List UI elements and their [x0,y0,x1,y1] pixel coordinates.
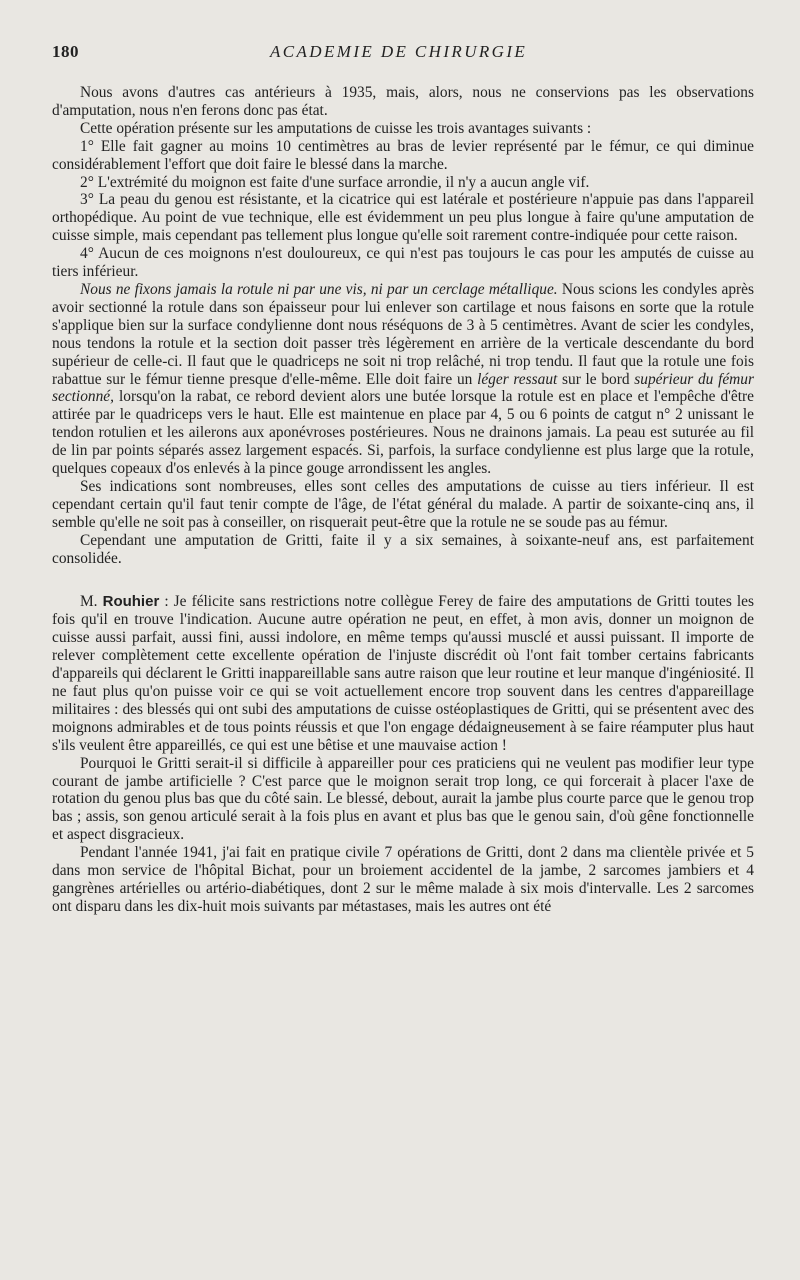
paragraph: 3° La peau du genou est résistante, et la cicatrice qui est latérale et postérieure n'appuie pas dans l'appareil orthopédique. Au point de vue technique, elle est évidemment un peu plus longue à faire qu'une amputation de cuisse simple, mais cependant pas tellement plus longue qu'elle soit rarement contre-indiquée pour cette raison. [52,191,754,245]
paragraph: 1° Elle fait gagner au moins 10 centimètres au bras de levier représenté par le fémur, ce qui diminue considérablement l'effort que doit faire le blessé dans la marche. [52,137,754,173]
speaker-name: Rouhier [102,593,160,611]
italic-text: léger ressaut [477,370,558,388]
text-run: : Je félicite sans restrictions notre collègue Ferey de faire des amputations de Gritti toutes les fois qu'il en trouve l'indication. Aucune autre opération ne peut, en effet, à mon avis, donner un moignon de cuisse aussi parfait, aussi fini, aussi indolore, en même temps qu'aussi musclé et aussi puissant. Il importe de relever complètement cette excellente opération de l'injuste discrédit où l'ont fait tomber certains fabricants d'appareils qui déclarent le Gritti inappareillable sans autre raison que leur routine et leur manque d'ingéniosité. Il ne faut plus qu'on puisse voir ce qui se voit actuellement encore trop souvent dans les centres d'appareillage militaires : des blessés qui ont subi des amputations de cuisse ostéoplastiques de Gritti, qui se présentent avec des moignons admirables et de tous points réussis et que l'on engage dédaigneusement à se faire réamputer plus haut s'ils veulent être appareillés, ce qui est une bêtise et une mauvaise action ! [52,593,754,754]
italic-text: Nous ne fixons jamais la rotule ni par une vis, ni par un cerclage métallique. [80,280,558,298]
running-title: ACADEMIE DE CHIRURGIE [270,42,528,61]
article-body [52,84,754,916]
italic-text: supérieur du fémur sectionné, [52,370,754,406]
paragraph: Cependant une amputation de Gritti, faite il y a six semaines, à soixante-neuf ans, est parfaitement consolidée. [52,531,754,567]
text-run: sur le bord [557,370,635,388]
speaker-prefix: M. [80,593,103,611]
page-header [52,42,754,70]
paragraph: Ses indications sont nombreuses, elles sont celles des amputations de cuisse au tiers inférieur. Il est cependant certain qu'il faut tenir compte de l'âge, de l'état général du malade. A partir de soixante-cinq ans, il semble qu'elle ne soit pas à conseiller, on risquerait peut-être que la rotule ne se soude pas au fémur. [52,477,754,531]
page-number: 180 [52,42,79,61]
paragraph: Cette opération présente sur les amputations de cuisse les trois avantages suivants : [80,119,592,137]
paragraph [52,593,754,754]
paragraph [52,281,754,478]
text-run: Nous scions les condyles après avoir sectionné la rotule dans son épaisseur pour lui enlever son cartilage et nous faisons en sorte que la rotule s'applique bien sur la surface condylienne dont nous réséquons de 3 à 5 centimètres. Avant de scier les condyles, nous tendons la rotule et la section doit passer très légèrement en arrière de la verticale descendante du bord supérieur de celle-ci. Il faut que le quadriceps ne soit ni trop relâché, ni trop tendu. Il faut que la rotule une fois rabattue sur le fémur tienne presque d'elle-même. Elle doit faire un [52,280,754,388]
paragraph: Pourquoi le Gritti serait-il si difficile à appareiller pour ces praticiens qui ne veulent pas modifier leur type courant de jambe artificielle ? C'est parce que le moignon serait trop long, ce qui forcerait à placer l'axe de rotation du genou plus bas que du côté sain. Le blessé, debout, aurait la jambe plus courte parce que le genou trop bas ; assis, son genou articulé serait à la fois plus en avant et plus bas que le genou sain, d'où gêne fonctionnelle et aspect disgracieux. [52,754,754,844]
paragraph: Nous avons d'autres cas antérieurs à 1935, mais, alors, nous ne conservions pas les observations d'amputation, nous n'en ferons donc pas état. [52,84,754,119]
paragraph: Pendant l'année 1941, j'ai fait en pratique civile 7 opérations de Gritti, dont 2 dans ma clientèle privée et 5 dans mon service de l'hôpital Bichat, pour un broiement accidentel de la jambe, 2 sarcomes jambiers et 4 gangrènes artérielles ou artério-diabétiques, dont 2 sur le même malade à six mois d'intervalle. Les 2 sarcomes ont disparu dans les dix-huit mois suivants par métastases, mais les autres ont été [52,844,754,915]
paragraph: 2° L'extrémité du moignon est faite d'une surface arrondie, il n'y a aucun angle vif. [80,173,590,191]
paragraph: 4° Aucun de ces moignons n'est douloureux, ce qui n'est pas toujours le cas pour les amputés de cuisse au tiers inférieur. [52,245,754,281]
section-gap [52,567,754,593]
text-run: lorsqu'on la rabat, ce rebord devient alors une butée lorsque la rotule est en place et l'empêche d'être attirée par le quadriceps vers le haut. Elle est maintenue en place par 4, 5 ou 6 points de catgut n° 2 unissant le tendon rotulien et les ailerons aux aponévroses postérieures. Nous ne drainons jamais. La peau est suturée au fil de lin par points séparés assez largement espacés. Si, parfois, la surface condylienne est plus large que la rotule, quelques copeaux d'os enlevés à la pince gouge arrondissent les angles. [52,388,754,478]
